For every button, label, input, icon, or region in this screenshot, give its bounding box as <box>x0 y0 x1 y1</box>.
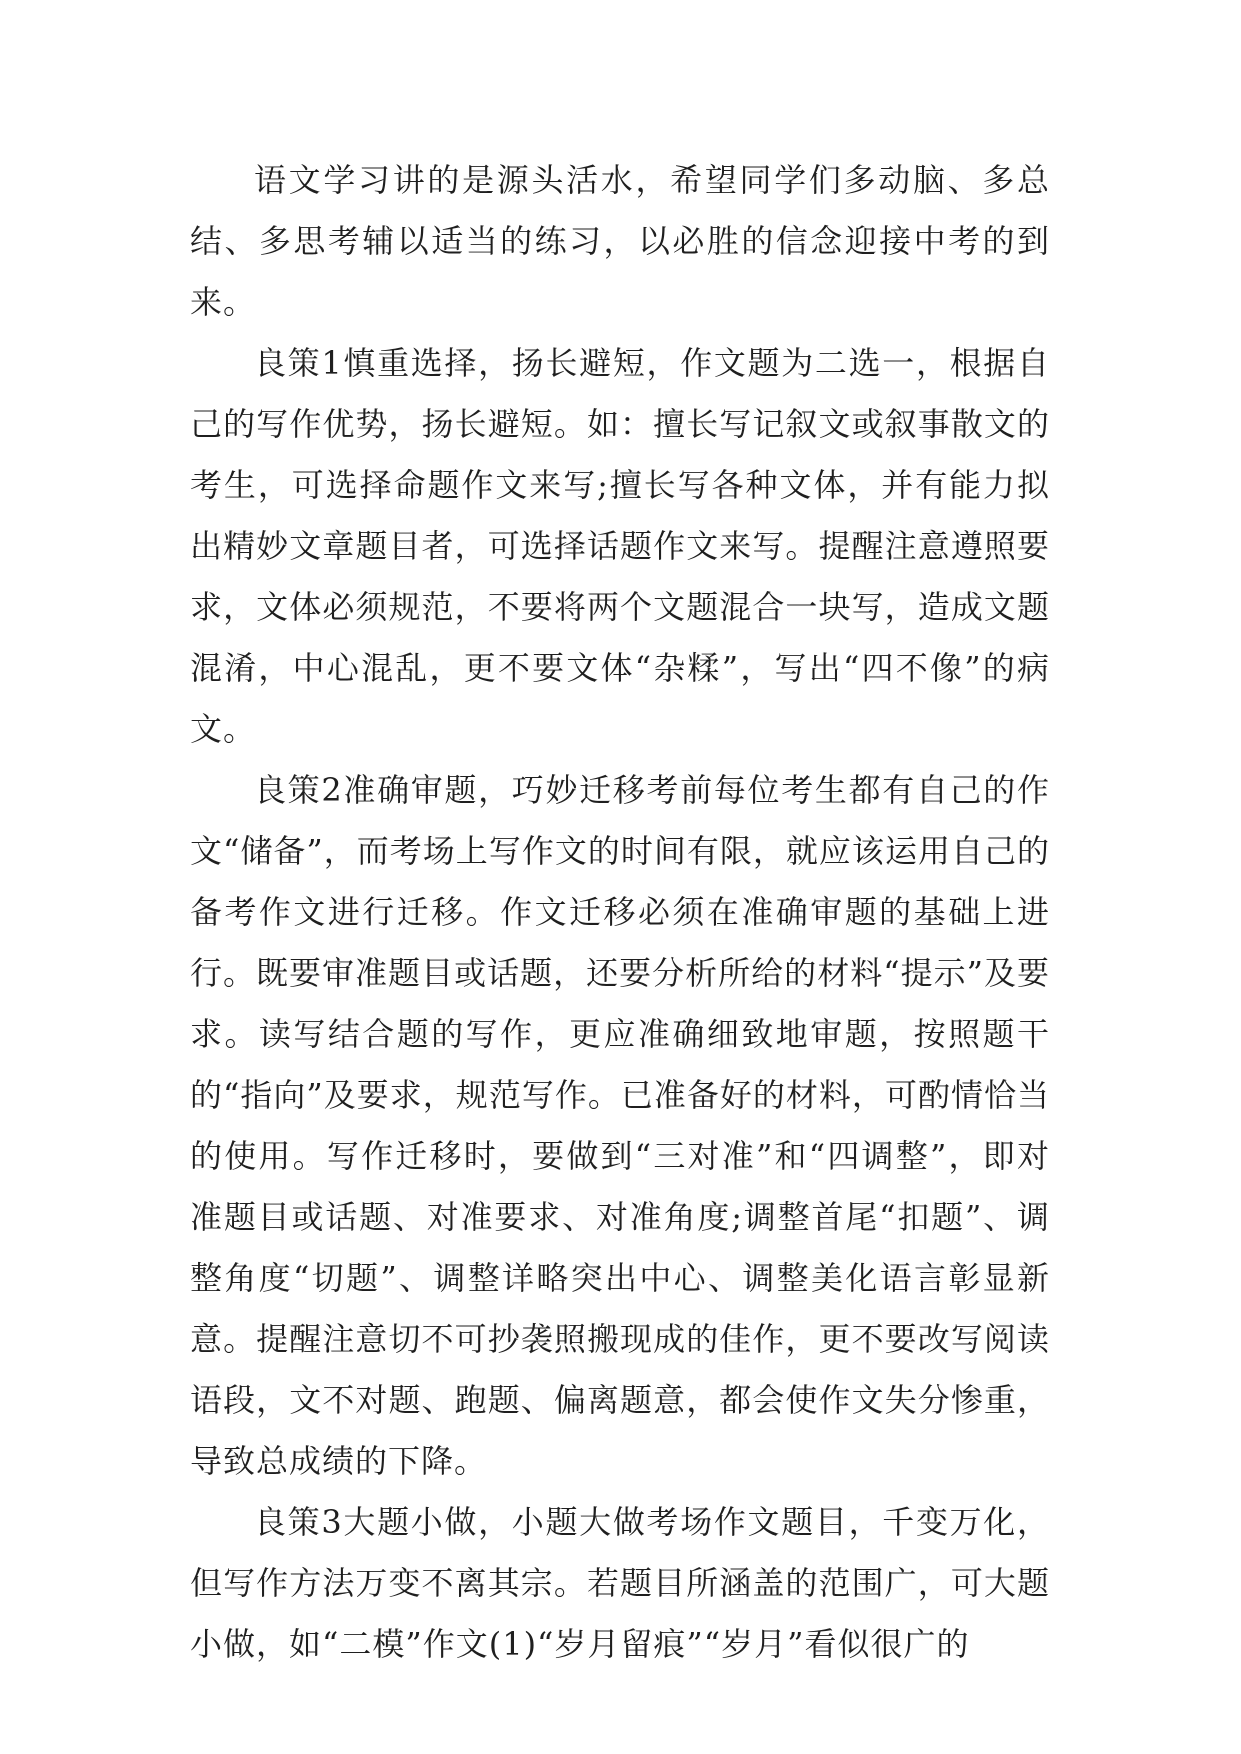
paragraph-4: 良策3大题小做，小题大做考场作文题目，千变万化，但写作方法万变不离其宗。若题目所涵盖的范围广，可大题小做，如“二模”作文(1)“岁月留痕”“岁月”看似很广的 <box>190 1503 1050 1663</box>
paragraph-3: 良策2准确审题，巧妙迁移考前每位考生都有自己的作文“储备”，而考场上写作文的时间有限，就应该运用自己的备考作文进行迁移。作文迁移必须在准确审题的基础上进行。既要审准题目或话题，还要分析所给的材料“提示”及要求。读写结合题的写作，更应准确细致地审题，按照题干的“指向”及要求，规范写作。已准备好的材料，可酌情恰当的使用。写作迁移时，要做到“三对准”和“四调整”，即对准题目或话题、对准要求、对准角度;调整首尾“扣题”、调整角度“切题”、调整详略突出中心、调整美化语言彰显新意。提醒注意切不可抄袭照搬现成的佳作，更不要改写阅读语段，文不对题、跑题、偏离题意，都会使作文失分惨重，导致总成绩的下降。 <box>190 771 1050 1480</box>
document-body <box>190 150 1050 1675</box>
paragraph-2: 良策1慎重选择，扬长避短，作文题为二选一，根据自己的写作优势，扬长避短。如：擅长写记叙文或叙事散文的考生，可选择命题作文来写;擅长写各种文体，并有能力拟出精妙文章题目者，可选择话题作文来写。提醒注意遵照要求，文体必须规范，不要将两个文题混合一块写，造成文题混淆，中心混乱，更不要文体“杂糅”，写出“四不像”的病文。 <box>190 344 1050 748</box>
paragraph-1: 语文学习讲的是源头活水，希望同学们多动脑、多总结、多思考辅以适当的练习，以必胜的信念迎接中考的到来。 <box>190 161 1050 321</box>
